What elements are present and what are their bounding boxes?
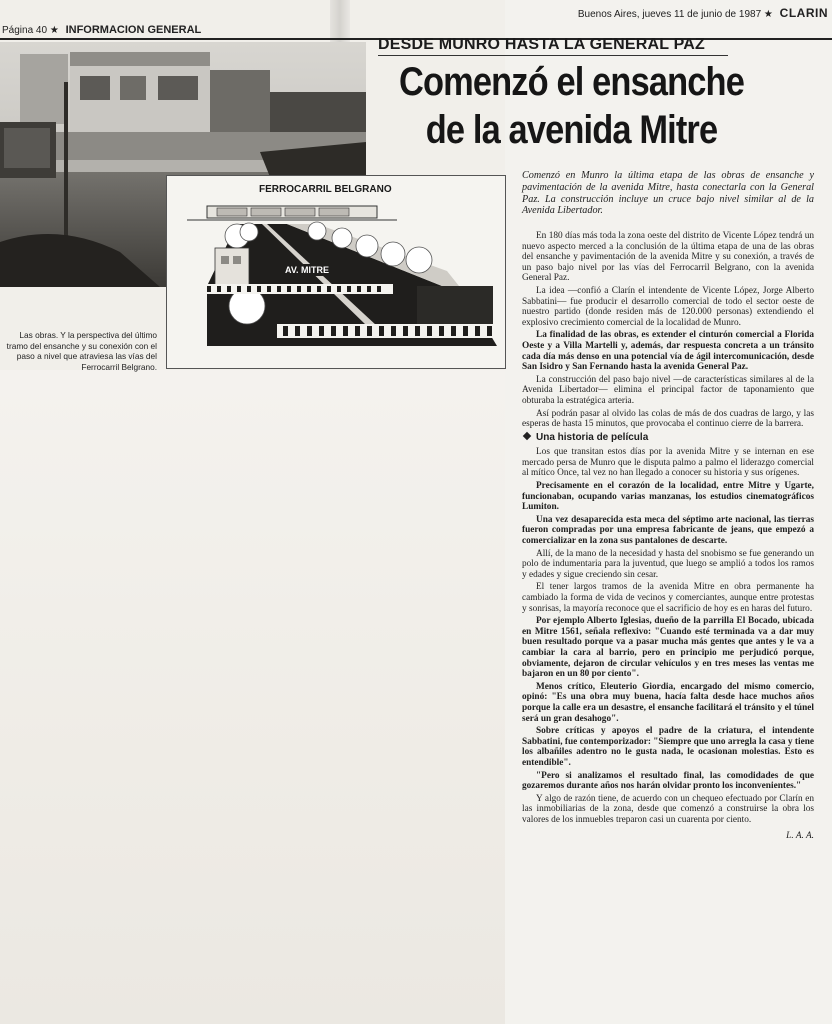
headline-line-1: Comenzó el ensanche [399, 60, 744, 104]
article-body [522, 231, 814, 844]
paragraph-2: La idea —confió a Clarín el intendente de Vicente López, Jorge Alberto Sabbatini— fue producir el desarrollo comercial de todo el sector oeste de nuestro partido (donde residen más de 120.000 personas) extendiendo el explosivo crecimiento comercial de la localidad de Munro. [522, 285, 814, 328]
avenue-illustration [166, 175, 506, 369]
page-header-right [578, 6, 828, 20]
paragraph-11: Por ejemplo Alberto Iglesias, dueño de la parrilla El Bocado, ubicada en Mitre 1561, señala reflexivo: "Cuando esté terminada va a dar muy buen resultado porque va a pasar mucha más gentes que antes y le va a cambiar la cara al barrio, pero en principio me perjudicó porque, obviamente, dejaron de circular vehículos y en tres meses las ventas me bajaron en un 80 por ciento". [522, 616, 814, 680]
subheading-text: Una historia de película [536, 431, 649, 443]
paragraph-15: Y algo de razón tiene, de acuerdo con un chequeo efectuado por Clarín en las inmobiliarias de la zona, desde que comenzó a construirse la obra los valores de los inmuebles treparon casi un cuarenta por ciento. [522, 793, 814, 825]
paragraph-12: Menos crítico, Eleuterio Giordia, encargado del mismo comercio, opinó: "Es una obra muy buena, hacía falta desde hace muchos años porque la calle era un desastre, el ensanche facilitará el tránsito y el túnel será un gran desahogo". [522, 681, 814, 724]
paragraph-13: Sobre críticas y apoyos el padre de la criatura, el intendente Sabbatini, fue contemporizador: "Siempre que uno arregla la casa y tiene los albañiles adentro no le gusta nada, le ocasionan molestias. Esto es entendible". [522, 726, 814, 768]
avenue-label: AV. MITRE [285, 265, 330, 275]
paragraph-9: Allí, de la mano de la necesidad y hasta del snobismo se fue generando un polo de indumentaria para la juventud, que luego se amplió a todos los ramos y edades y sigue creciendo sin cesar. [522, 548, 814, 580]
paragraph-7: Precisamente en el corazón de la localidad, entre Mitre y Ugarte, funcionaban, ocupando varias manzanas, los estudios cinematográficos Lumiton. [522, 481, 814, 513]
page-number: Página 40 [2, 25, 48, 36]
subheading [522, 433, 814, 444]
dateline: Buenos Aires, jueves 11 de junio de 1987 [577, 9, 762, 20]
railway-label: FERROCARRIL BELGRANO [259, 184, 392, 195]
page-header-left [2, 24, 201, 36]
publication-name: CLARIN [779, 6, 828, 20]
lede: Comenzó en Munro la última etapa de las obras de ensanche y pavimentación de la avenida Mitre, hasta conectarla con la General Paz. La construcción incluye un cruce bajo nivel similar al de la Avenida Libertador. [522, 170, 814, 217]
headline [378, 58, 765, 154]
section-name: INFORMACION GENERAL [65, 24, 202, 36]
paragraph-4: La construcción del paso bajo nivel —de características similares al de la Avenida Libertador— elimina el principal factor de taponamiento que obturaba la estratégica arteria. [522, 374, 814, 406]
paragraph-5: Así podrán pasar al olvido las colas de más de dos cuadras de largo, y las esperas de hasta 15 minutos, que provocaba el continuo cierre de la barrera. [522, 408, 814, 430]
kicker-rule [378, 55, 728, 56]
photo-caption: Las obras. Y la perspectiva del último tramo del ensanche y su conexión con el paso a nivel que atraviesa las vías del Ferrocarril Belgrano. [6, 330, 157, 372]
paragraph-1: En 180 días más toda la zona oeste del distrito de Vicente López tendrá un nuevo aspecto merced a la conclusión de la última etapa de una de las obras del ensanche y pavimentación de la avenida Mitre y su conexión, a través de un paso bajo nivel por las vías del Ferrocarril Belgrano, con la avenida General Paz. [522, 231, 814, 284]
kicker: DESDE MUNRO HASTA LA GENERAL PAZ [378, 36, 706, 53]
header-star: ★ [49, 25, 59, 36]
perspective-drawing [167, 176, 505, 368]
headline-line-2: de la avenida Mitre [425, 108, 718, 152]
paragraph-8: Una vez desaparecida esta meca del séptimo arte nacional, las tierras fueron compradas por una empresa fabricante de jeans, que empezó a comercializar en la zona sus pantalones de descarte. [522, 514, 814, 547]
diamond-icon [523, 431, 531, 439]
paragraph-14: "Pero si analizamos el resultado final, las comodidades de que gozaremos durante años nos harán olvidar pronto los inconvenientes." [522, 770, 814, 792]
author-initials: L. A. A. [786, 831, 814, 842]
paragraph-3: La finalidad de las obras, es extender el cinturón comercial a Florida Oeste y a Villa Martelli y, además, dar respuesta concreta a un tránsito cada día más denso en una potencial vía de ágil intercomunicación, desde San Isidro y San Fernando hasta la avenida General Paz. [522, 330, 814, 373]
paragraph-6: Los que transitan estos días por la avenida Mitre y se internan en ese mercado persa de Munro que le disputa palmo a palmo el liderazgo comercial al mítico Once, tal vez no han llegado a conocer su historia y sus orígenes. [522, 447, 814, 479]
paragraph-10: El tener largos tramos de la avenida Mitre en obra permanente ha cambiado la forma de vida de vecinos y comerciantes, aunque entre protestas y sonrisas, la mayoría reconoce que el sacrificio de hoy es en haras del futuro. [522, 582, 814, 614]
blank-page-area [0, 370, 505, 1024]
header-star-right: ★ [763, 9, 773, 20]
